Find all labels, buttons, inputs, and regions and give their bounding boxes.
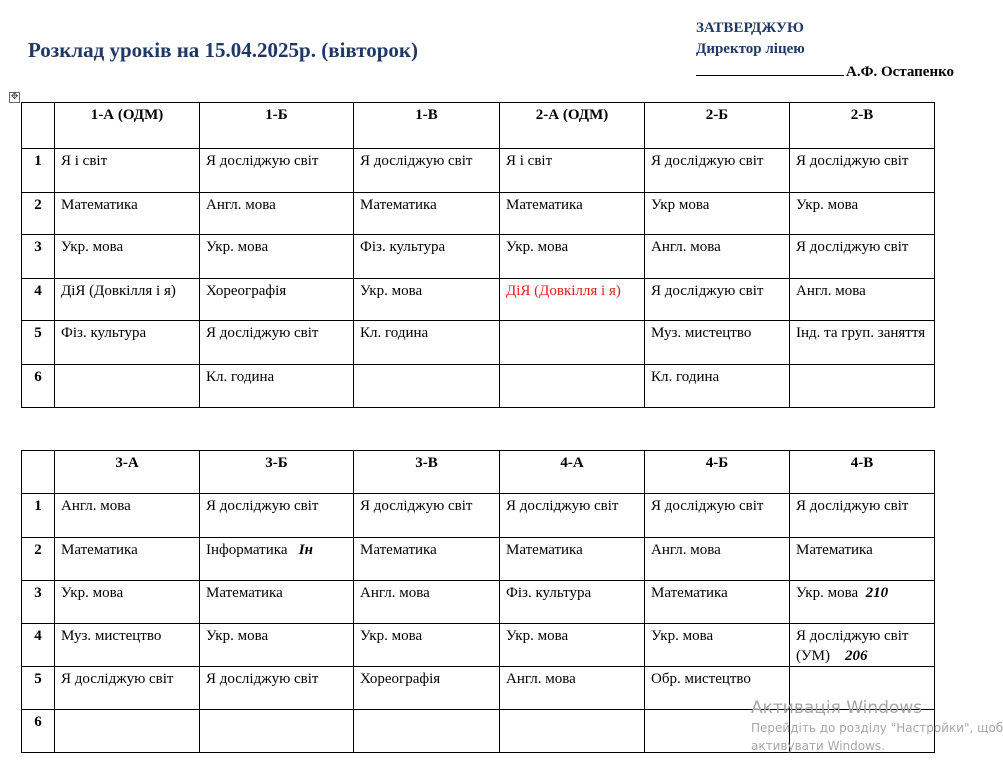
table-row [22, 494, 935, 538]
table-row [22, 149, 935, 193]
room-mark: Ін [298, 542, 313, 558]
lesson-cell[interactable] [354, 710, 500, 753]
lesson-cell[interactable]: Укр. мова [500, 235, 645, 279]
watermark-text: Перейдіть до розділу "Настройки", щоб [751, 721, 1003, 735]
header-cell[interactable]: 3-Б [200, 451, 354, 494]
lesson-cell[interactable]: Я досліджую світ [200, 149, 354, 193]
lesson-cell[interactable]: Інд. та груп. заняття [790, 321, 935, 365]
approval-block [696, 18, 954, 83]
lesson-cell[interactable]: Муз. мистецтво [55, 624, 200, 667]
table-header-row [22, 451, 935, 494]
lesson-number[interactable]: 3 [22, 581, 55, 624]
header-cell[interactable]: 4-А [500, 451, 645, 494]
lesson-number[interactable]: 6 [22, 710, 55, 753]
lesson-cell[interactable] [790, 667, 935, 710]
lesson-cell[interactable]: Хореографія [354, 667, 500, 710]
lesson-cell[interactable] [500, 365, 645, 408]
lesson-cell[interactable]: Я досліджую світ [354, 494, 500, 538]
lesson-cell[interactable] [790, 365, 935, 408]
lesson-number[interactable]: 5 [22, 667, 55, 710]
lesson-cell[interactable]: Я досліджую світ [200, 321, 354, 365]
lesson-cell[interactable]: Англ. мова [500, 667, 645, 710]
lesson-cell[interactable]: Я і світ [500, 149, 645, 193]
lesson-text: Укр. мова [796, 585, 859, 601]
table-move-handle-icon[interactable]: ✥ [10, 92, 19, 102]
lesson-cell[interactable]: Я досліджую світ [500, 494, 645, 538]
lesson-cell[interactable]: Я досліджую світ [354, 149, 500, 193]
lesson-cell[interactable]: Я досліджую світ [790, 494, 935, 538]
lesson-cell[interactable]: Англ. мова [645, 538, 790, 581]
table-row [22, 538, 935, 581]
header-cell[interactable]: 2-А (ОДМ) [500, 103, 645, 149]
lesson-cell[interactable]: Обр. мистецтво [645, 667, 790, 710]
lesson-cell[interactable]: Укр. мова [500, 624, 645, 667]
table-row [22, 624, 935, 667]
schedule-table-grades-3-4 [21, 450, 935, 753]
page-title: Розклад уроків на 15.04.2025р. (вівторок) [28, 38, 419, 62]
header-cell[interactable]: 2-В [790, 103, 935, 149]
lesson-cell[interactable]: ДіЯ (Довкілля і я) [55, 279, 200, 321]
lesson-number[interactable]: 2 [22, 193, 55, 235]
lesson-cell[interactable]: Кл. година [645, 365, 790, 408]
lesson-cell[interactable]: Я досліджую світ [200, 494, 354, 538]
lesson-number[interactable]: 2 [22, 538, 55, 581]
lesson-cell[interactable]: Укр. мова [55, 581, 200, 624]
lesson-cell[interactable]: Я і світ [55, 149, 200, 193]
lesson-cell[interactable] [790, 581, 935, 624]
lesson-cell[interactable]: Укр. мова [354, 279, 500, 321]
lesson-cell[interactable]: Укр. мова [354, 624, 500, 667]
signature-line [696, 63, 844, 76]
header-cell[interactable]: 1-В [354, 103, 500, 149]
lesson-cell[interactable]: Укр мова [645, 193, 790, 235]
header-cell[interactable] [22, 451, 55, 494]
header-cell[interactable]: 3-А [55, 451, 200, 494]
lesson-cell[interactable]: Кл. година [354, 321, 500, 365]
lesson-cell[interactable]: Я досліджую світ [200, 667, 354, 710]
table-row [22, 581, 935, 624]
header-cell[interactable]: 3-В [354, 451, 500, 494]
header-cell[interactable]: 1-Б [200, 103, 354, 149]
table-row [22, 279, 935, 321]
table-row [22, 667, 935, 710]
lesson-number[interactable]: 5 [22, 321, 55, 365]
lesson-cell[interactable]: Хореографія [200, 279, 354, 321]
lesson-cell[interactable]: Я досліджую світ [790, 235, 935, 279]
lesson-number[interactable]: 4 [22, 624, 55, 667]
header-cell[interactable]: 1-А (ОДМ) [55, 103, 200, 149]
lesson-number[interactable]: 1 [22, 149, 55, 193]
header-cell[interactable] [22, 103, 55, 149]
lesson-text: Інформатика [206, 542, 288, 558]
lesson-cell[interactable]: Укр. мова [790, 193, 935, 235]
lesson-cell[interactable] [55, 365, 200, 408]
lesson-cell[interactable]: Я досліджую світ [645, 149, 790, 193]
header-cell[interactable]: 2-Б [645, 103, 790, 149]
lesson-cell[interactable]: Англ. мова [200, 193, 354, 235]
lesson-cell[interactable]: Укр. мова [645, 624, 790, 667]
lesson-cell[interactable]: Англ. мова [354, 581, 500, 624]
lesson-cell[interactable]: Математика [500, 193, 645, 235]
lesson-number[interactable]: 1 [22, 494, 55, 538]
lesson-cell[interactable]: Я досліджую світ [790, 149, 935, 193]
table-row [22, 710, 935, 753]
watermark-title: Активація Windows [751, 698, 923, 718]
lesson-cell[interactable]: Я досліджую світ [645, 494, 790, 538]
room-mark: 210 [865, 585, 889, 601]
approval-line-2: Директор ліцею [696, 41, 805, 57]
lesson-cell[interactable] [500, 710, 645, 753]
lesson-cell[interactable]: Математика [645, 581, 790, 624]
lesson-cell[interactable]: Математика [55, 193, 200, 235]
table-row [22, 235, 935, 279]
header-cell[interactable]: 4-Б [645, 451, 790, 494]
lesson-cell[interactable]: Я досліджую світ [55, 667, 200, 710]
approval-line-1: ЗАТВЕРДЖУЮ [696, 20, 804, 36]
lesson-cell[interactable]: Англ. мова [645, 235, 790, 279]
lesson-cell[interactable]: Фіз. культура [55, 321, 200, 365]
lesson-cell-highlighted[interactable]: ДіЯ (Довкілля і я) [500, 279, 645, 321]
lesson-cell[interactable]: Математика [200, 581, 354, 624]
lesson-cell[interactable]: Укр. мова [200, 624, 354, 667]
lesson-cell[interactable] [645, 710, 790, 753]
lesson-text: Я досліджую світ (УМ) [796, 628, 909, 664]
table-header-row [22, 103, 935, 149]
lesson-cell[interactable]: Муз. мистецтво [645, 321, 790, 365]
header-cell[interactable]: 4-В [790, 451, 935, 494]
lesson-cell[interactable]: Математика [500, 538, 645, 581]
signature-row [696, 62, 954, 83]
lesson-cell[interactable]: Англ. мова [790, 279, 935, 321]
lesson-cell[interactable]: Укр. мова [200, 235, 354, 279]
watermark-text: активувати Windows. [751, 739, 885, 753]
lesson-number[interactable]: 4 [22, 279, 55, 321]
lesson-cell[interactable]: Математика [354, 193, 500, 235]
table-row [22, 365, 935, 408]
lesson-cell[interactable] [790, 624, 935, 667]
lesson-cell[interactable]: Математика [354, 538, 500, 581]
lesson-cell[interactable]: Кл. година [200, 365, 354, 408]
lesson-cell[interactable]: Математика [790, 538, 935, 581]
lesson-cell[interactable]: Фіз. культура [354, 235, 500, 279]
lesson-number[interactable]: 3 [22, 235, 55, 279]
lesson-cell[interactable]: Англ. мова [55, 494, 200, 538]
lesson-cell[interactable] [790, 710, 935, 753]
lesson-cell[interactable]: Математика [55, 538, 200, 581]
table-row [22, 193, 935, 235]
lesson-number[interactable]: 6 [22, 365, 55, 408]
lesson-cell[interactable] [200, 538, 354, 581]
lesson-cell[interactable]: Я досліджую світ [645, 279, 790, 321]
lesson-cell[interactable] [354, 365, 500, 408]
table-row [22, 321, 935, 365]
lesson-cell[interactable] [200, 710, 354, 753]
room-mark: 206 [844, 648, 868, 664]
schedule-table-grades-1-2 [21, 102, 935, 408]
lesson-cell[interactable] [500, 321, 645, 365]
signature-name: А.Ф. Остапенко [846, 64, 955, 80]
lesson-cell[interactable] [55, 710, 200, 753]
lesson-cell[interactable]: Фіз. культура [500, 581, 645, 624]
lesson-cell[interactable]: Укр. мова [55, 235, 200, 279]
